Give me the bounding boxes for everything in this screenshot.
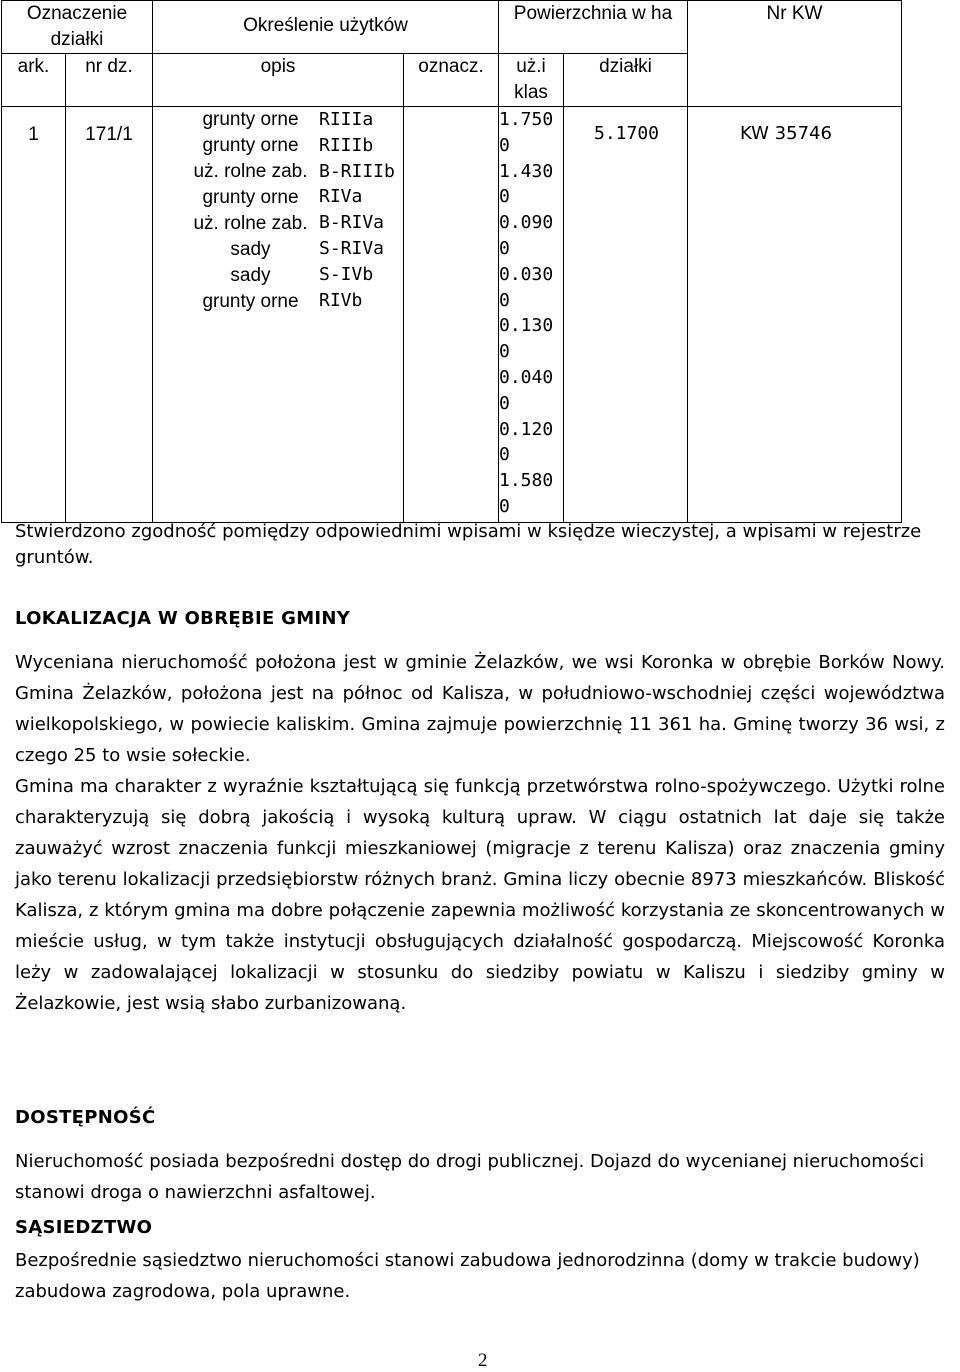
opis-line: grunty orne [202,187,299,208]
opis-line: uż. rolne zab. [193,213,308,234]
uzi-line: 0 [499,134,510,156]
table-note: Stwierdzono zgodność pomiędzy odpowiednimi wpisami w księdze wieczystej, a wpisami w rejestrze gruntów. [15,521,922,568]
uzi-line: 0.030 [499,263,554,285]
oznacz-line: B-RIIIb [319,160,395,182]
header-opis: opis [153,54,404,107]
uzi-line: 1.580 [499,470,554,492]
uzi-line: 0.040 [499,366,554,388]
header-powierzchnia: Powierzchnia w ha [499,1,688,54]
opis-line: uż. rolne zab. [193,161,308,182]
header-dzialki: działki [564,54,688,107]
uzi-line: 0 [499,237,510,259]
uzi-line: 0.090 [499,212,554,234]
oznacz-line: B-RIVa [319,212,385,234]
section-title-dostepnosc: DOSTĘPNOŚĆ [15,1107,156,1128]
uzi-line: 0 [499,392,510,414]
header-okreslenie: Określenie użytków [153,1,499,54]
oznacz-line: RIVb [319,289,363,311]
opis-line: grunty orne [202,291,299,312]
opis-line: grunty orne [202,109,299,130]
cell-nr-kw: KW 35746 [688,107,902,523]
uzi-line: 0 [499,444,510,466]
section-text-sasiedztwo: Bezpośrednie sąsiedztwo nieruchomości stanowi zabudowa jednorodzinna (domy w trakcie budowy) zabudowa zagrodowa, pola uprawne. [15,1250,920,1302]
cell-uz-i-klas [499,107,564,523]
header-nr-kw: Nr KW [688,1,902,54]
header-nr-dz: nr dz. [66,54,153,107]
cell-nr-dz: 171/1 [66,107,153,523]
oznacz-line: RIVa [319,186,363,208]
uzi-line: 0 [499,289,510,311]
cell-ark: 1 [2,107,66,523]
cell-dzialki: 5.1700 [564,107,688,523]
cell-oznacz [319,107,499,523]
section-text-lokalizacja-2: Gmina ma charakter z wyraźnie kształtującą się funkcją przetwórstwa rolno-spożywczego. Użytki rolne charakteryzują się dobrą jakością i wysoką kulturą upraw. W ciągu ostatnich lat daje się także zauważyć wzrost znaczenia funkcji mieszkaniowej (migracje z terenu Kalisza) oraz znaczenia gminy jako terenu lokalizacji przedsiębiorstw różnych branż. Gmina liczy obecnie 8973 mieszkańców. Bliskość Kalisza, z którym gmina ma dobre połączenie zapewnia możliwość korzystania ze skoncentrowanych w mieście usług, w tym także instytucji obsługujących działalność gospodarczą. Miejscowość Koronka leży w zadowalającej lokalizacji w stosunku do siedziby powiatu w Kaliszu i siedziby gminy w Żelazkowie, jest wsią słabo zurbanizowaną. [15,776,945,1014]
uzi-line: 1.430 [499,160,554,182]
section-text-dostepnosc: Nieruchomość posiada bezpośredni dostęp do drogi publicznej. Dojazd do wycenianej nieruchomości stanowi droga o nawierzchni asfaltowej. [15,1151,925,1203]
oznacz-line: RIIIb [319,134,374,156]
oznacz-line: S-RIVa [319,237,385,259]
header-oznacz: oznacz. [404,54,499,107]
header-ark: ark. [2,54,66,107]
uzi-line: 0 [499,495,510,517]
header-nr-kw-cont [688,54,902,107]
parcel-table [1,0,902,523]
uzi-line: 0 [499,341,510,363]
section-title-lokalizacja: LOKALIZACJA W OBRĘBIE GMINY [15,608,351,629]
opis-line: sady [230,265,271,286]
uzi-line: 0.120 [499,418,554,440]
opis-line: sady [230,239,271,260]
uzi-line: 0.130 [499,315,554,337]
header-oznaczenie: Oznaczenie działki [2,1,153,54]
opis-line: grunty orne [202,135,299,156]
oznacz-line: S-IVb [319,263,374,285]
section-title-sasiedztwo: SĄSIEDZTWO [15,1217,153,1238]
page-number: 2 [478,1350,488,1371]
uzi-line: 1.750 [499,109,554,130]
header-uz-i-klas: uż.i klas [499,54,564,107]
oznacz-line: RIIIa [319,109,374,130]
section-text-lokalizacja: Wyceniana nieruchomość położona jest w gminie Żelazków, we wsi Koronka w obrębie Borków Nowy. Gmina Żelazków, położona jest na północ od Kalisza, w południowo-wschodniej części województwa wielkopolskiego, w powiecie kaliskim. Gmina zajmuje powierzchnię 11 361 ha. Gminę tworzy 36 wsi, z czego 25 to wsie sołeckie. [15,652,945,766]
uzi-line: 0 [499,186,510,208]
